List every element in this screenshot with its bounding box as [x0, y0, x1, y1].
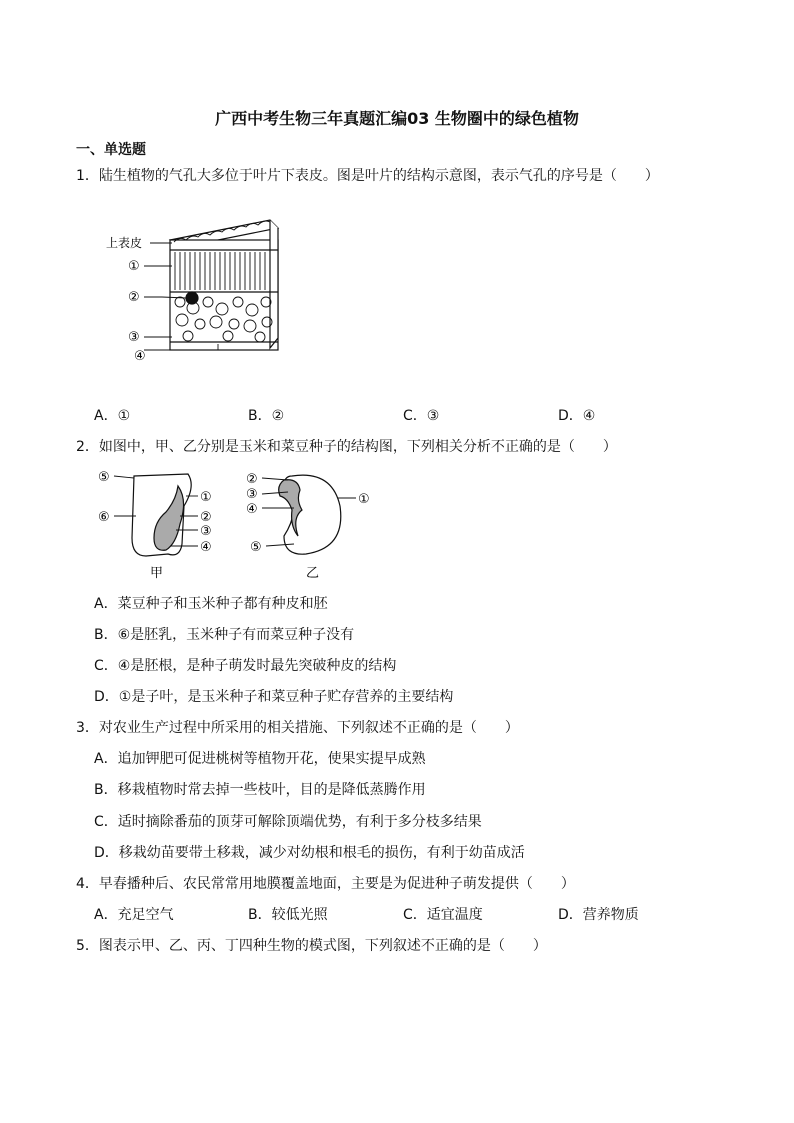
- q2-option-a: A．菜豆种子和玉米种子都有种皮和胚: [94, 596, 328, 612]
- page-title: 广西中考生物三年真题汇编03 生物圈中的绿色植物: [215, 109, 579, 128]
- leaf-block: [170, 220, 278, 350]
- corn-label-4: ④: [200, 540, 212, 555]
- corn-caption: 甲: [150, 566, 164, 581]
- leaf-structure-figure: [100, 210, 290, 370]
- q3-option-a: A．追加钾肥可促进桃树等植物开花，使果实提早成熟: [94, 751, 426, 767]
- fig1-label-1: ①: [128, 259, 140, 274]
- corn-label-2: ②: [200, 510, 212, 525]
- q3-option-c: C．适时摘除番茄的顶芽可解除顶端优势，有利于多分枝多结果: [94, 814, 482, 830]
- q1-option-b: B．②: [248, 408, 285, 424]
- question-5-stem: 5．图表示甲、乙、丙、丁四种生物的模式图，下列叙述不正确的是（ ）: [76, 938, 547, 954]
- q4-option-b: B．较低光照: [248, 907, 328, 923]
- q1-option-a: A．①: [94, 408, 131, 424]
- q3-option-d: D．移栽幼苗要带土移栽，减少对幼根和根毛的损伤，有利于幼苗成活: [94, 845, 525, 861]
- section-heading: 一、单选题: [76, 142, 146, 158]
- corn-label-1: ①: [200, 490, 212, 505]
- q3-option-b: B．移栽植物时常去掉一些枝叶，目的是降低蒸腾作用: [94, 782, 426, 798]
- q2-option-d: D．①是子叶，是玉米种子和菜豆种子贮存营养的主要结构: [94, 689, 454, 705]
- bean-label-4: ④: [246, 502, 258, 517]
- bean-label-5: ⑤: [250, 540, 262, 555]
- corn-seed-figure: [96, 466, 226, 581]
- bean-seed-figure: [244, 466, 384, 581]
- question-3-stem: 3．对农业生产过程中所采用的相关措施、下列叙述不正确的是（ ）: [76, 720, 519, 736]
- fig1-label-4: ④: [134, 349, 146, 364]
- q4-option-d: D．营养物质: [558, 907, 639, 923]
- question-1-stem: 1．陆生植物的气孔大多位于叶片下表皮。图是叶片的结构示意图，表示气孔的序号是（ ）: [76, 168, 659, 184]
- fig1-label-upper-epidermis: 上表皮: [106, 236, 143, 250]
- bean-label-2: ②: [246, 472, 258, 487]
- q4-option-a: A．充足空气: [94, 907, 174, 923]
- q2-option-c: C．④是胚根，是种子萌发时最先突破种皮的结构: [94, 658, 397, 674]
- q2-option-b: B．⑥是胚乳，玉米种子有而菜豆种子没有: [94, 627, 355, 643]
- fig1-label-3: ③: [128, 330, 140, 345]
- question-4-stem: 4．早春播种后、农民常常用地膜覆盖地面，主要是为促进种子萌发提供（ ）: [76, 876, 575, 892]
- bean-label-1: ①: [358, 492, 370, 507]
- q1-option-d: D．④: [558, 408, 596, 424]
- q4-option-c: C．适宜温度: [403, 907, 483, 923]
- bean-caption: 乙: [306, 566, 320, 581]
- q1-option-c: C．③: [403, 408, 440, 424]
- corn-label-5: ⑤: [98, 470, 110, 485]
- corn-label-6: ⑥: [98, 510, 110, 525]
- question-2-stem: 2．如图中，甲、乙分别是玉米和菜豆种子的结构图，下列相关分析不正确的是（ ）: [76, 439, 617, 455]
- fig1-label-2: ②: [128, 290, 140, 305]
- corn-label-3: ③: [200, 524, 212, 539]
- bean-label-3: ③: [246, 487, 258, 502]
